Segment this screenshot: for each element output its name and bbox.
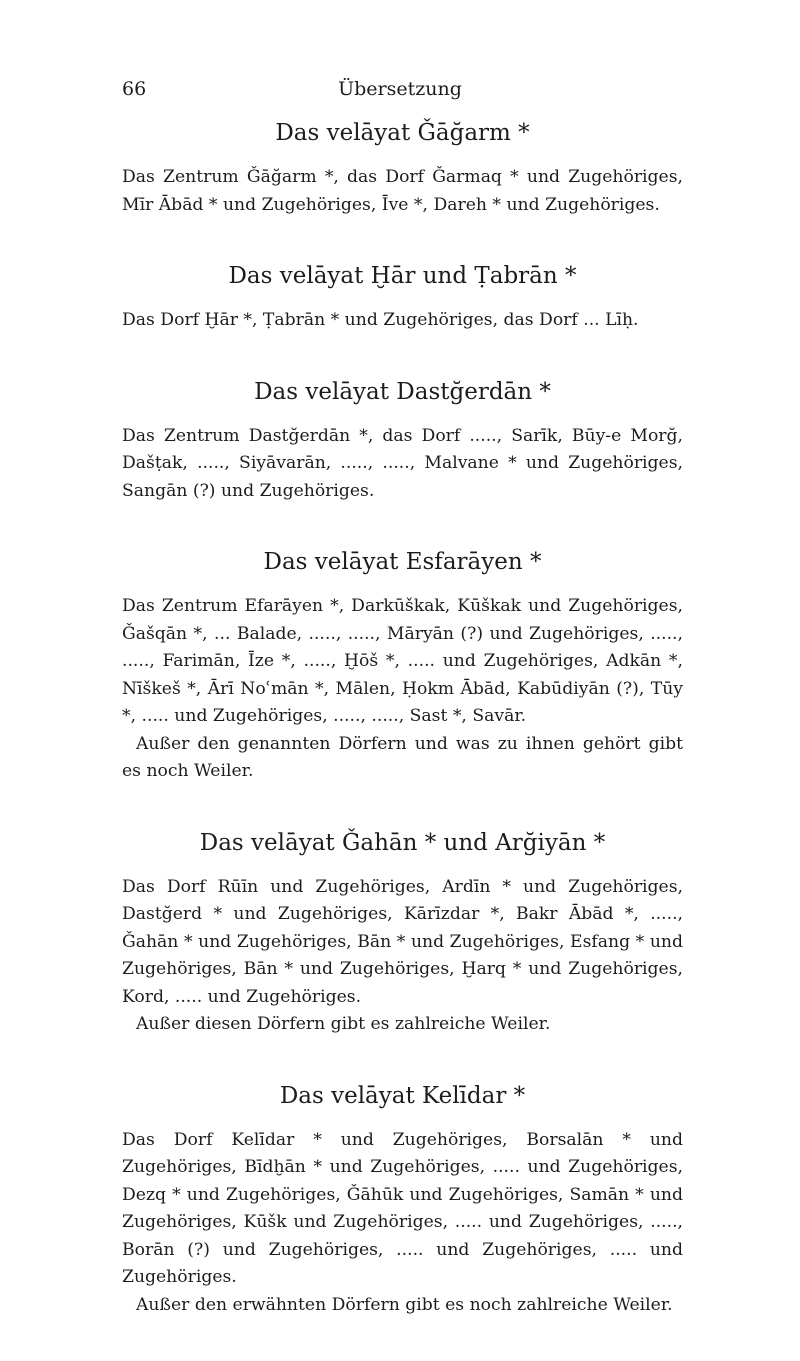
- section-heading: Das velāyat Dastğerdān *: [254, 378, 551, 405]
- section-paragraph: Das Zentrum Ǧāğarm *, das Dorf Ǧarmaq * und Zugehöriges, Mīr Ābād * und Zugehöriges, Īve *, Dareh * und Zugehöriges.: [122, 167, 683, 215]
- section-paragraph: Außer den erwähnten Dörfern gibt es noch zahlreiche Weiler.: [136, 1294, 673, 1315]
- section-paragraph: Das Dorf Ḫār *, Ṭabrān * und Zugehöriges, das Dorf ... Līḥ.: [122, 310, 639, 330]
- section-paragraph: Das Dorf Rūīn und Zugehöriges, Ardīn * und Zugehöriges, Dastğerd * und Zugehöriges, Kārīzdar *, Bakr Ābād *, ....., Ǧahān * und Zugehöriges, Bān * und Zugehöriges, Esfang * und Zugehöriges, Bān * und Zugehöriges, Ḫarq * und Zugehöriges, Kord, ..... und Zugehöriges.: [122, 876, 683, 1007]
- section-heading: Das velāyat Kelīdar *: [279, 1082, 526, 1109]
- page-body: [122, 118, 683, 1361]
- section-jajarm: [122, 118, 683, 219]
- section-esfarayen: [122, 547, 683, 786]
- section-paragraph: Das Zentrum Dastğerdān *, das Dorf ....., Sarīk, Būy-e Morğ, Dašṭak, ....., Siyāvarān, ....., ....., Malvane * und Zugehöriges, Sangān (?) und Zugehöriges.: [122, 425, 683, 501]
- section-heading: Das velāyat Ḫār und Ṭabrān *: [228, 263, 577, 289]
- section-paragraph: Außer diesen Dörfern gibt es zahlreiche Weiler.: [136, 1014, 551, 1034]
- section-jahan-arghiyan: [122, 828, 683, 1039]
- section-paragraph: Außer den genannten Dörfern und was zu ihnen gehört gibt es noch Weiler.: [122, 733, 683, 781]
- section-heading: Das velāyat Ǧāğarm *: [275, 120, 530, 146]
- section-khar-tabran: [122, 261, 683, 335]
- running-head: [122, 78, 678, 106]
- section-heading: Das velāyat Ǧahān * und Arğiyān *: [199, 829, 606, 856]
- page-number: 66: [122, 78, 147, 100]
- section-kelidar: [122, 1081, 683, 1320]
- section-heading: Das velāyat Esfarāyen *: [263, 549, 542, 575]
- section-paragraph: Das Zentrum Efarāyen *, Darkūškak, Kūškak und Zugehöriges, Ǧašqān *, ... Balade, ....., ....., Māryān (?) und Zugehöriges, ....., ....., Farimān, Īze *, ....., Ḫōš *, ..... und Zugehöriges, Adkān *, Nīškeš *, Ārī Noʿmān *, Mālen, Ḥokm Ābād, Kabūdiyān (?), Tūy *, ..... und Zugehöriges, ....., ....., Sast *, Savār.: [122, 596, 683, 726]
- running-title: Übersetzung: [338, 78, 462, 100]
- section-paragraph: Das Dorf Kelīdar * und Zugehöriges, Borsalān * und Zugehöriges, Bīdḫān * und Zugehöriges, ..... und Zugehöriges, Dezq * und Zugehöriges, Ǧāhūk und Zugehöriges, Samān * und Zugehöriges, Kūšk und Zugehöriges, ..... und Zugehöriges, ....., Borān (?) und Zugehöriges, ..... und Zugehöriges, ..... und Zugehöriges.: [122, 1129, 683, 1287]
- section-dastgerdan: [122, 377, 683, 506]
